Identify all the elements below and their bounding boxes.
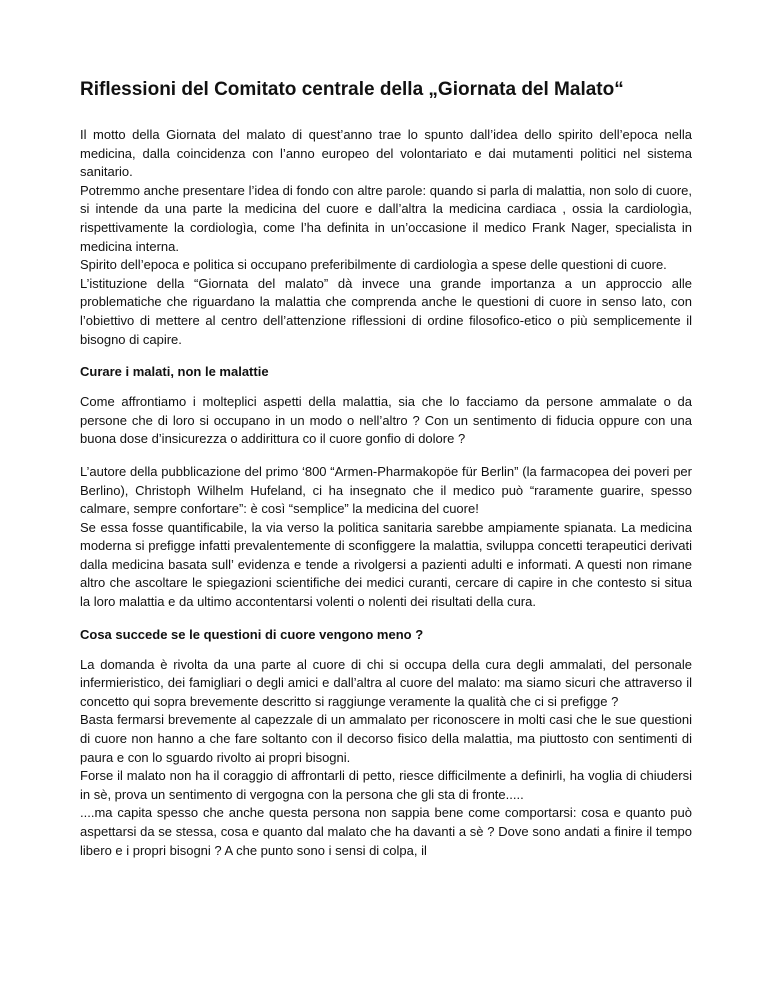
page-title: Riflessioni del Comitato centrale della „Giornata del Malato“ [80,79,624,100]
intro-paragraph: Spirito dell’epoca e politica si occupano preferibilmente di cardiologìa a spese delle questioni di cuore. [80,257,667,273]
body-paragraph: Come affrontiamo i molteplici aspetti della malattia, sia che lo facciamo da persone ammalate o da persone che di loro si occupano in un modo o nell’altro ? Con un sentimento di fiducia oppure con una buona dose d’insicurezza o addirittura co il cuore gonfio di dolore ? [80,394,692,447]
section-paragraph-block [80,656,692,861]
intro-section [80,126,692,349]
body-paragraph: Forse il malato non ha il coraggio di affrontarli di petto, riesce difficilmente a definirli, ha voglia di chiudersi in sè, prova un sentimento di vergogna con la persona che gli sta di fronte..... [80,768,692,802]
section-heading: Cosa succede se le questioni di cuore vengono meno ? [80,626,424,642]
section-paragraph-block [80,393,692,449]
intro-paragraph: Potremmo anche presentare l’idea di fondo con altre parole: quando si parla di malattia, non solo di cuore, si intende da una parte la medicina del cuore e dall’altra la medicina cardiaca , ossia la cardiologìa, rispettivamente la cordiologìa, come l’ha definita in un’occasione il medico Frank Nager, specialista in medicina interna. [80,182,692,254]
intro-paragraph: Il motto della Giornata del malato di quest’anno trae lo spunto dall’idea dello spirito dell’epoca nella medicina, dalla coincidenza con l’anno europeo del volontariato e dai mutamenti politici nel sistema sanitario. [80,127,692,180]
intro-paragraph: L’istituzione della “Giornata del malato” dà invece una grande importanza a un approccio alle problematiche che riguardano la malattia che comprenda anche le questioni di cuore in senso lato, con l’obiettivo di mettere al centro dell’attenzione riflessioni di ordine filosofico-etico o più semplicemente il bisogno di capire. [80,275,692,347]
body-paragraph: La domanda è rivolta da una parte al cuore di chi si occupa della cura degli ammalati, del personale infermieristico, dei famigliari o degli amici e dall’altra al cuore del malato: ma siamo sicuri che attraverso il concetto qui sopra brevemente descritto si raggiunge veramente la qualità che ci si prefigge ? [80,656,692,709]
section-heading: Curare i malati, non le malattie [80,364,269,380]
body-paragraph: Se essa fosse quantificabile, la via verso la politica sanitaria sarebbe ampiamente spianata. La medicina moderna si prefigge infatti prevalentemente di sconfiggere la malattia, sviluppa concetti terapeutici derivati dalla medicina basata sull’ evidenza e tende a rivolgersi a pazienti adulti e informati. A questi non rimane altro che ascoltare le spiegazioni scientifiche dei medici curanti, cercare di capire in che contesto si situa la loro malattia e da ultimo accontentarsi volenti o nolenti dei risultati della cura. [80,519,692,610]
body-paragraph: ....ma capita spesso che anche questa persona non sappia bene come comportarsi: cosa e quanto può aspettarsi da se stessa, cosa e quanto dal malato che ha davanti a sè ? Dove sono andati a finire il tempo libero e i propri bisogni ? A che punto sono i sensi di colpa, il [80,805,692,858]
body-paragraph: Basta fermarsi brevemente al capezzale di un ammalato per riconoscere in molti casi che le sue questioni di cuore non hanno a che fare soltanto con il decorso fisico della malattia, ma piuttosto con sentimenti di paura e con lo sguardo rivolto ai propri bisogni. [80,712,692,765]
section-paragraph-block [80,463,692,612]
body-paragraph: L’autore della pubblicazione del primo ‘800 “Armen-Pharmakopöe für Berlin” (la farmacopea dei poveri per Berlino), Christoph Wilhelm Hufeland, ci ha insegnato che il medico può “raramente guarire, spesso calmare, sempre confortare”: è così “semplice” la medicina del cuore! [80,463,692,517]
document-page [80,78,692,874]
